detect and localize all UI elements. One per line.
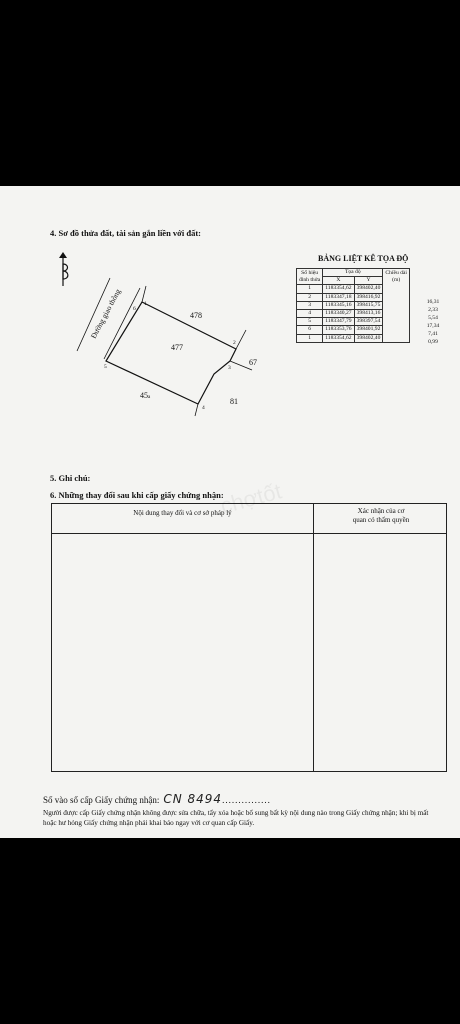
table-row: 1 1183354,62 398402,40 xyxy=(297,285,410,293)
road-label: Đường giao thông xyxy=(88,287,123,340)
registry-number: CN 8494 xyxy=(163,792,223,806)
watermark: chợtốt xyxy=(217,478,285,519)
parcel-diagram xyxy=(40,246,270,426)
table-row: 5 1183347,79 398397,54 xyxy=(297,318,410,326)
south-parcel-number: 45a xyxy=(140,391,151,400)
parcel-number: 477 xyxy=(171,343,183,352)
vertex-6: 6 xyxy=(133,306,136,312)
col-length: Chiều dài (m) xyxy=(383,269,410,285)
coord-table-title: BẢNG LIỆT KÊ TỌA ĐỘ xyxy=(318,254,409,263)
table-row: 6 1183353,76 398401,92 xyxy=(297,326,410,334)
vertex-4: 4 xyxy=(202,405,205,411)
table-row: 4 1183340,27 398413,16 xyxy=(297,310,410,318)
changes-col-confirm: Xác nhận của cơ quan có thẩm quyền xyxy=(352,507,410,524)
table-row: 1 1183354,62 398402,40 xyxy=(297,334,410,342)
registry-line: Số vào sổ cấp Giấy chứng nhận: CN 8494............... xyxy=(43,792,271,806)
section5-title: 5. Ghi chú: xyxy=(50,473,91,483)
vertex-2: 2 xyxy=(233,340,236,346)
east-parcel-number-1: 67 xyxy=(249,358,257,367)
certificate-page xyxy=(0,186,460,838)
changes-table xyxy=(51,503,447,772)
east-parcel-number-2: 81 xyxy=(230,397,238,406)
changes-col-content: Nội dung thay đổi và cơ sở pháp lý xyxy=(133,509,232,517)
col-coord: Tọa độ xyxy=(323,269,383,277)
col-point: Số hiệu đỉnh thửa xyxy=(297,269,323,285)
vertex-3: 3 xyxy=(228,365,231,371)
table-row: 3 1183345,16 398415,75 xyxy=(297,301,410,309)
section6-title: 6. Những thay đổi sau khi cấp giấy chứng nhận: xyxy=(50,490,224,500)
vertex-1: 1 xyxy=(144,301,147,307)
coord-table xyxy=(296,268,410,343)
section4-title: 4. Sơ đồ thửa đất, tài sản gắn liền với đất: xyxy=(50,228,202,238)
table-row: 2 1183347,18 398416,92 xyxy=(297,293,410,301)
vertex-5: 5 xyxy=(104,364,107,370)
footnote: Người được cấp Giấy chứng nhận không được sửa chữa, tẩy xóa hoặc bổ sung bất kỳ nội dung nào trong Giấy chứng nhận; khi bị mất hoặc hư hỏng Giấy chứng nhận phải khai báo ngay với cơ quan cấp Giấy. xyxy=(43,809,429,827)
col-x: X xyxy=(323,277,354,285)
col-y: Y xyxy=(354,277,383,285)
north-parcel-number: 478 xyxy=(190,311,202,320)
segment-lengths: 16,31 2,33 5,54 17,34 7,41 0,99 xyxy=(426,299,440,346)
north-arrow-icon xyxy=(59,252,68,286)
